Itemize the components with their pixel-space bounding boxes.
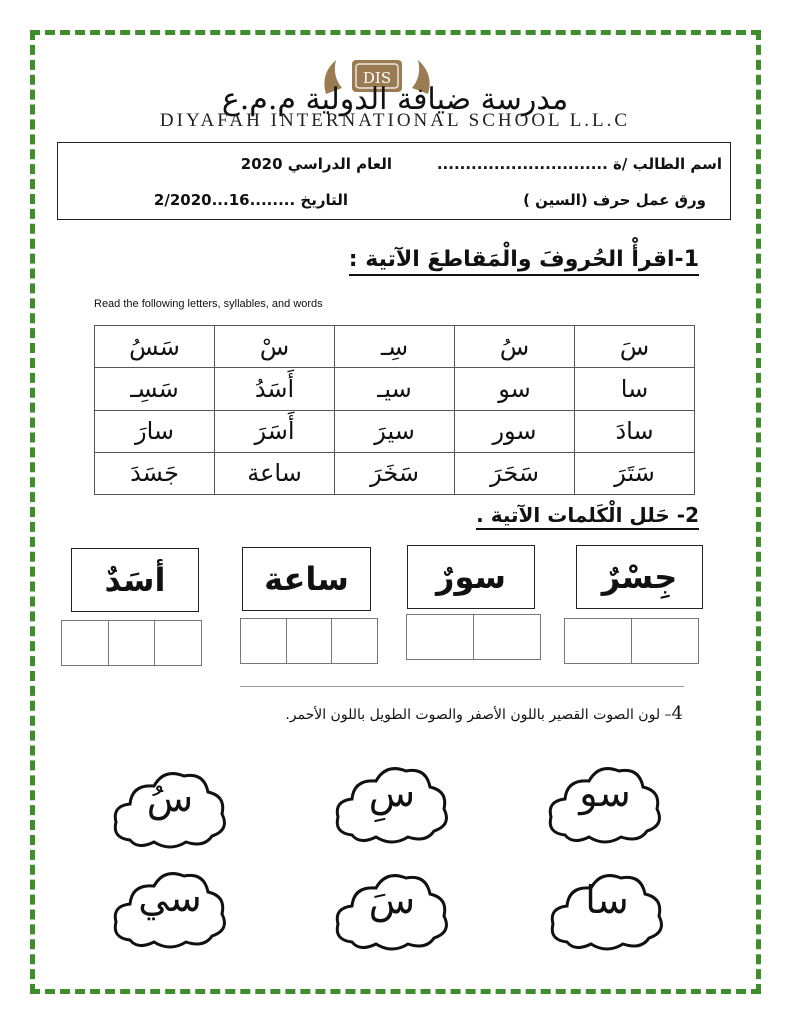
section4-number: 4: [671, 703, 683, 724]
syllable-cell: سَسِـ: [95, 368, 215, 410]
syllable-cell: سُ: [455, 326, 575, 368]
syllable-cell: سْ: [215, 326, 335, 368]
syllable-cell: سَحَرَ: [455, 452, 575, 494]
word-box: سورٌ: [407, 545, 535, 609]
syllable-cell: سَخَرَ: [335, 452, 455, 494]
school-name-english: DIYAFAH INTERNATIONAL SCHOOL L.L.C: [159, 110, 631, 131]
academic-year: العام الدراسي 2020: [240, 155, 392, 173]
word-box: ساعة: [242, 547, 371, 611]
table-row: [95, 452, 695, 494]
syllable-cell: ساعة: [215, 452, 335, 494]
table-row: [95, 326, 695, 368]
section2-title: 2- حَلل الْكَلمات الآتية .: [476, 502, 699, 530]
cloud-shape[interactable]: [543, 757, 667, 849]
cloud-shape[interactable]: [108, 762, 232, 854]
word-box: جِسْرٌ: [576, 545, 703, 609]
letter-boxes[interactable]: [61, 620, 202, 666]
syllable-cell: سارَ: [95, 410, 215, 452]
section4-instruction-text: – لون الصوت القصير باللون الأصفر والصوت الطويل باللون الأحمر.: [285, 707, 672, 723]
syllable-cell: سَسُ: [95, 326, 215, 368]
syllable-cell: سادَ: [575, 410, 695, 452]
date-field: التاريخ ........16...2/2020: [153, 191, 348, 209]
cloud-shape[interactable]: [108, 862, 232, 954]
cloud-shape[interactable]: [330, 757, 454, 849]
divider: [240, 686, 684, 687]
letter-boxes[interactable]: [240, 618, 378, 664]
cloud-text: سُ: [146, 776, 194, 820]
student-name-field[interactable]: اسم الطالب /ة ..............................: [436, 155, 722, 173]
syllable-cell: سا: [575, 368, 695, 410]
table-row: [95, 410, 695, 452]
syllable-cell: جَسَدَ: [95, 452, 215, 494]
cloud-text: سِ: [368, 771, 416, 815]
logo-text: DIS: [362, 69, 392, 87]
syllable-cell: سَ: [575, 326, 695, 368]
syllable-cell: سيـ: [335, 368, 455, 410]
school-name-arabic: مدرسة ضيافة الدولية م.م.ع: [221, 82, 569, 117]
table-row: [95, 368, 695, 410]
syllable-cell: سور: [455, 410, 575, 452]
cloud-shape[interactable]: [330, 864, 454, 956]
letter-boxes[interactable]: [406, 614, 541, 660]
syllable-cell: سَتَرَ: [575, 452, 695, 494]
word-box: أسَدٌ: [71, 548, 199, 612]
syllables-table: [94, 325, 695, 495]
syllable-cell: أَسَرَ: [215, 410, 335, 452]
syllable-cell: أَسَدُ: [215, 368, 335, 410]
syllable-cell: سو: [455, 368, 575, 410]
section4-instruction: [285, 703, 683, 724]
syllable-cell: سيرَ: [335, 410, 455, 452]
cloud-text: سَ: [368, 878, 416, 922]
syllable-cell: سِـ: [335, 326, 455, 368]
letter-boxes[interactable]: [564, 618, 699, 664]
cloud-text: سا: [585, 878, 629, 922]
section1-subtitle: Read the following letters, syllables, and words: [94, 298, 323, 310]
cloud-text: سي: [138, 876, 202, 920]
section1-title: 1-اقرأْ الحُروفَ والْمَقاطعَ الآتية :: [349, 246, 699, 276]
cloud-shape[interactable]: [545, 864, 669, 956]
worksheet-title: ورق عمل حرف (السين ): [523, 191, 706, 209]
cloud-text: سو: [579, 771, 631, 815]
student-info-box: [57, 142, 731, 220]
